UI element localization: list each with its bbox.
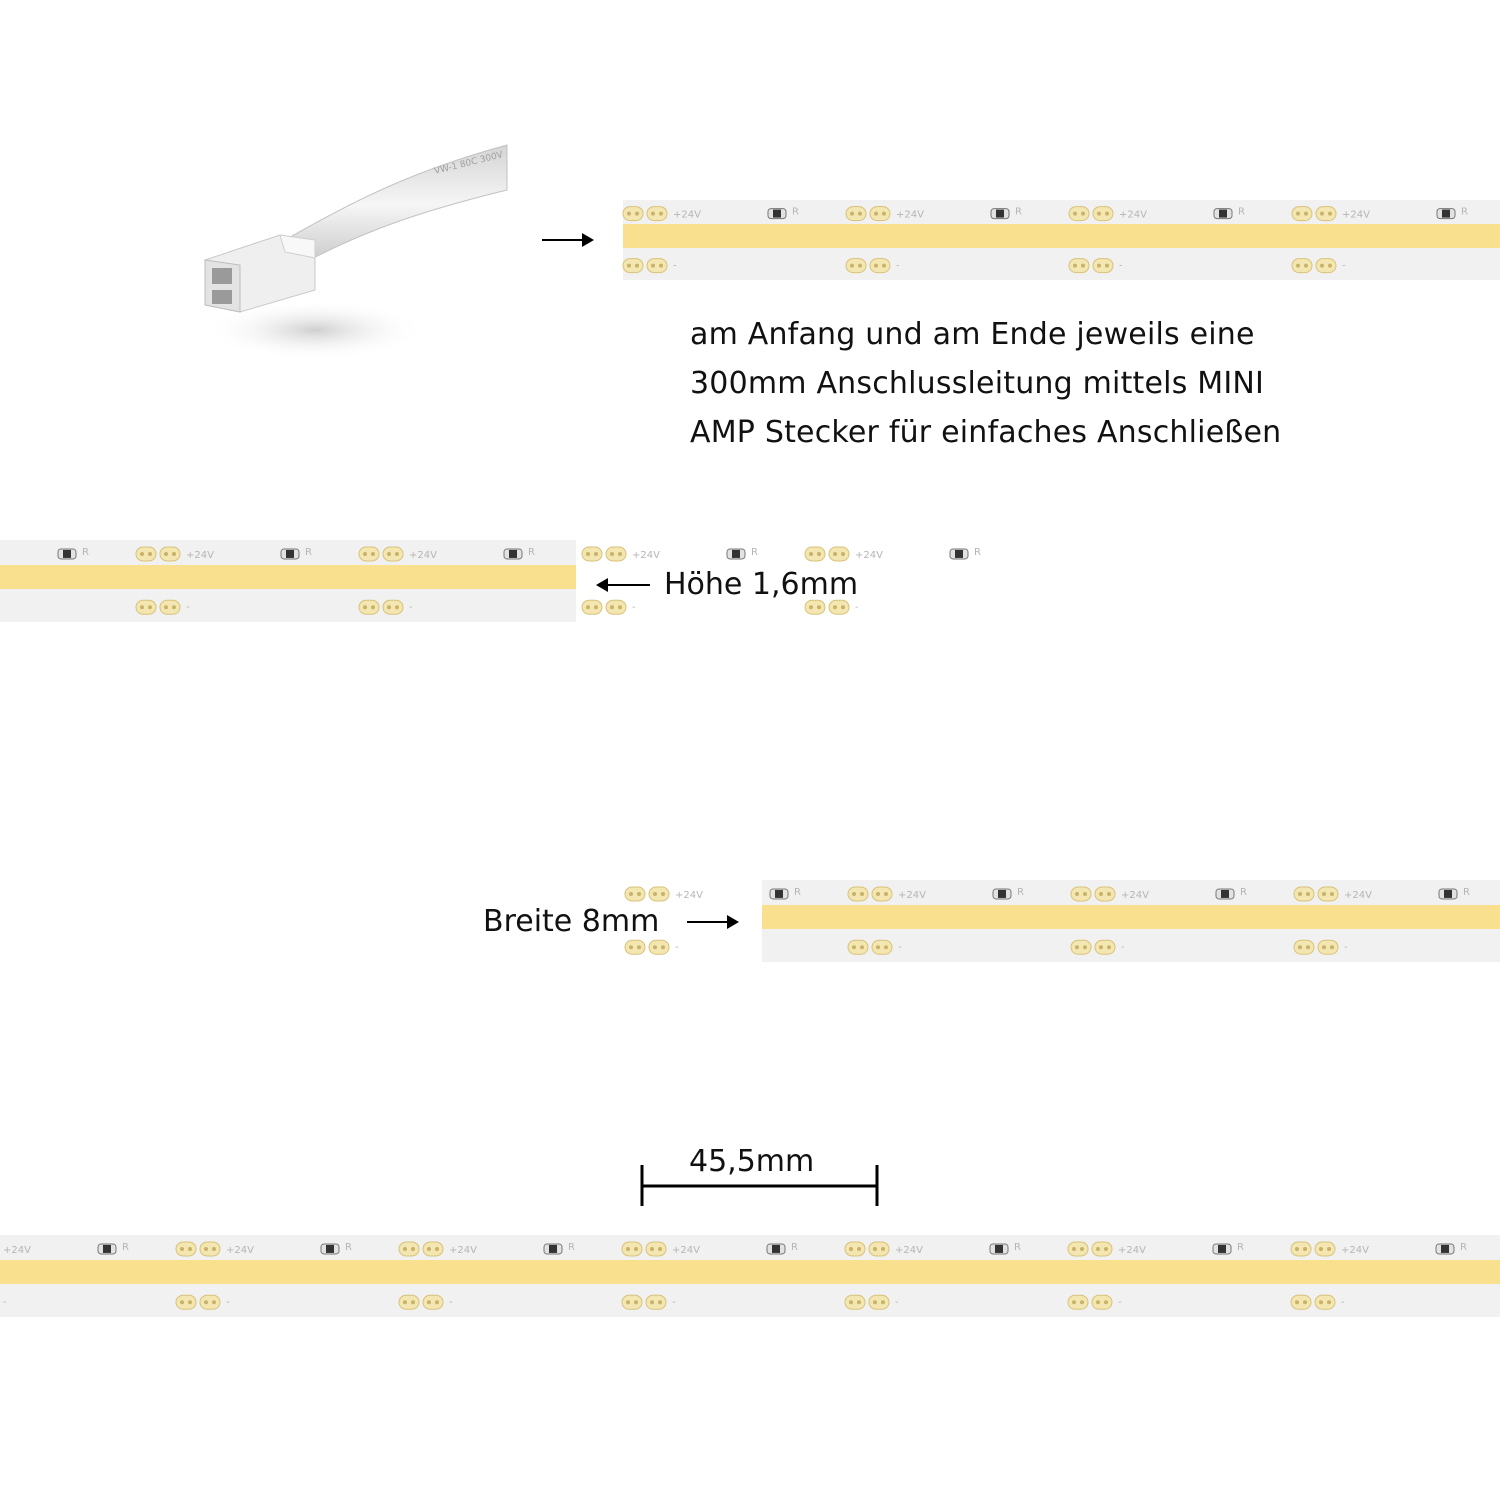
solder-pad-icon	[622, 1295, 666, 1309]
solder-pad-icon	[176, 1295, 220, 1309]
resistor-icon	[321, 1244, 339, 1254]
resistor-icon	[990, 1244, 1008, 1254]
lead-caption-line-2: 300mm Anschlussleitung mittels MINI	[690, 366, 1265, 401]
solder-pad-icon	[625, 887, 669, 901]
pcb-marking: +24V	[855, 549, 883, 561]
solder-pad-icon	[622, 1242, 666, 1256]
solder-pad-icon	[845, 1295, 889, 1309]
pcb-marking: +24V	[1118, 1244, 1146, 1256]
solder-pad-icon	[1071, 887, 1115, 901]
pcb-marking: -	[673, 260, 677, 272]
solder-pad-icon	[805, 547, 849, 561]
pcb-marking: +24V	[1342, 209, 1370, 221]
resistor-icon	[1437, 209, 1455, 219]
solder-pad-icon	[848, 887, 892, 901]
led-strip-pitch	[0, 1235, 1500, 1317]
pcb-marking: +24V	[632, 549, 660, 561]
pcb-marking: R	[528, 546, 535, 558]
pcb-marking: R	[794, 886, 801, 898]
solder-pad-icon	[623, 207, 667, 221]
arrow-to-strip-icon	[542, 239, 592, 241]
solder-pad-icon	[1291, 1242, 1335, 1256]
lead-caption-line-1: am Anfang und am Ende jeweils eine	[690, 317, 1255, 352]
pcb-marking: +24V	[1341, 1244, 1369, 1256]
solder-pad-icon	[176, 1242, 220, 1256]
resistor-icon	[767, 1244, 785, 1254]
pcb-marking: +24V	[449, 1244, 477, 1256]
pcb-marking: R	[1014, 1241, 1021, 1253]
pcb-marking: R	[791, 1241, 798, 1253]
lead-caption	[690, 310, 1281, 457]
pcb-marking: +24V	[226, 1244, 254, 1256]
pcb-marking: R	[305, 546, 312, 558]
pcb-marking: R	[1461, 206, 1468, 218]
solder-pad-icon	[846, 259, 890, 273]
pcb-marking: +24V	[1119, 209, 1147, 221]
pcb-marking: R	[751, 546, 758, 558]
arrow-height-icon	[598, 584, 650, 586]
resistor-icon	[993, 889, 1011, 899]
resistor-icon	[58, 549, 76, 559]
width-label: Breite 8mm	[483, 904, 660, 939]
solder-pad-icon	[1071, 940, 1115, 954]
cable-print: VW-1 80C 300V	[433, 150, 505, 177]
pcb-marking: -	[449, 1297, 453, 1309]
solder-pad-icon	[1294, 887, 1338, 901]
resistor-icon	[1439, 889, 1457, 899]
solder-pad-icon	[1069, 259, 1113, 273]
resistor-icon	[1216, 889, 1234, 899]
resistor-icon	[1213, 1244, 1231, 1254]
pcb-marking: R	[82, 546, 89, 558]
connector-icon	[185, 140, 507, 370]
pcb-marking: R	[974, 546, 981, 558]
solder-pad-icon	[136, 600, 180, 614]
led-strip-width	[675, 880, 1500, 962]
pcb-marking: -	[855, 602, 859, 614]
solder-pad-icon	[1068, 1295, 1112, 1309]
pcb-marking: -	[186, 602, 190, 614]
pcb-marking: +24V	[3, 1244, 31, 1256]
pcb-marking: -	[1121, 942, 1125, 954]
pcb-marking: -	[409, 602, 413, 614]
resistor-icon	[950, 549, 968, 559]
pcb-marking: R	[1463, 886, 1470, 898]
pcb-marking: +24V	[895, 1244, 923, 1256]
arrow-width-icon	[687, 921, 737, 923]
height-label: Höhe 1,6mm	[664, 567, 859, 602]
pcb-marking: -	[3, 1297, 7, 1309]
resistor-icon	[1214, 209, 1232, 219]
solder-pad-icon	[1294, 940, 1338, 954]
pcb-marking: -	[672, 1297, 676, 1309]
pcb-marking: +24V	[1121, 889, 1149, 901]
solder-pad-icon	[1068, 1242, 1112, 1256]
solder-pad-icon	[359, 547, 403, 561]
pcb-marking: -	[1342, 260, 1346, 272]
resistor-icon	[1436, 1244, 1454, 1254]
pcb-marking: +24V	[1344, 889, 1372, 901]
pcb-marking: R	[1238, 206, 1245, 218]
pcb-marking: -	[675, 942, 679, 954]
pcb-marking: -	[1341, 1297, 1345, 1309]
solder-pad-icon	[1291, 1295, 1335, 1309]
pcb-marking: -	[1344, 942, 1348, 954]
solder-pad-icon	[359, 600, 403, 614]
lead-caption-line-3: AMP Stecker für einfaches Anschließen	[690, 415, 1282, 450]
resistor-icon	[770, 889, 788, 899]
pcb-marking: R	[1237, 1241, 1244, 1253]
pcb-marking: -	[1119, 260, 1123, 272]
solder-pad-icon	[1069, 207, 1113, 221]
pcb-marking: -	[226, 1297, 230, 1309]
solder-pad-icon	[1292, 259, 1336, 273]
solder-pad-icon	[848, 940, 892, 954]
solder-pad-icon	[399, 1295, 443, 1309]
pcb-marking: R	[1460, 1241, 1467, 1253]
resistor-icon	[281, 549, 299, 559]
pcb-marking: +24V	[675, 889, 703, 901]
pcb-marking: R	[1015, 206, 1022, 218]
pcb-marking: +24V	[186, 549, 214, 561]
solder-pad-icon	[1292, 207, 1336, 221]
pcb-marking: +24V	[672, 1244, 700, 1256]
pcb-marking: -	[896, 260, 900, 272]
solder-pad-icon	[623, 259, 667, 273]
solder-pad-icon	[845, 1242, 889, 1256]
pcb-marking: R	[345, 1241, 352, 1253]
resistor-icon	[504, 549, 522, 559]
solder-pad-icon	[582, 547, 626, 561]
pcb-marking: R	[1017, 886, 1024, 898]
pcb-marking: -	[898, 942, 902, 954]
pcb-marking: +24V	[673, 209, 701, 221]
solder-pad-icon	[399, 1242, 443, 1256]
solder-pad-icon	[582, 600, 626, 614]
pcb-marking: R	[122, 1241, 129, 1253]
resistor-icon	[98, 1244, 116, 1254]
solder-pad-icon	[625, 940, 669, 954]
pcb-marking: +24V	[898, 889, 926, 901]
pcb-marking: R	[792, 206, 799, 218]
pitch-label: 45,5mm	[689, 1144, 815, 1179]
resistor-icon	[991, 209, 1009, 219]
resistor-icon	[727, 549, 745, 559]
pcb-marking: R	[568, 1241, 575, 1253]
pcb-marking: -	[1118, 1297, 1122, 1309]
led-strip-end	[623, 200, 1500, 280]
connector-image	[185, 140, 507, 370]
pcb-marking: R	[1240, 886, 1247, 898]
pcb-marking: +24V	[896, 209, 924, 221]
resistor-icon	[544, 1244, 562, 1254]
solder-pad-icon	[846, 207, 890, 221]
pcb-marking: -	[632, 602, 636, 614]
dimension-line-icon	[636, 1160, 886, 1210]
pcb-marking: +24V	[409, 549, 437, 561]
resistor-icon	[768, 209, 786, 219]
pcb-marking: -	[895, 1297, 899, 1309]
solder-pad-icon	[136, 547, 180, 561]
